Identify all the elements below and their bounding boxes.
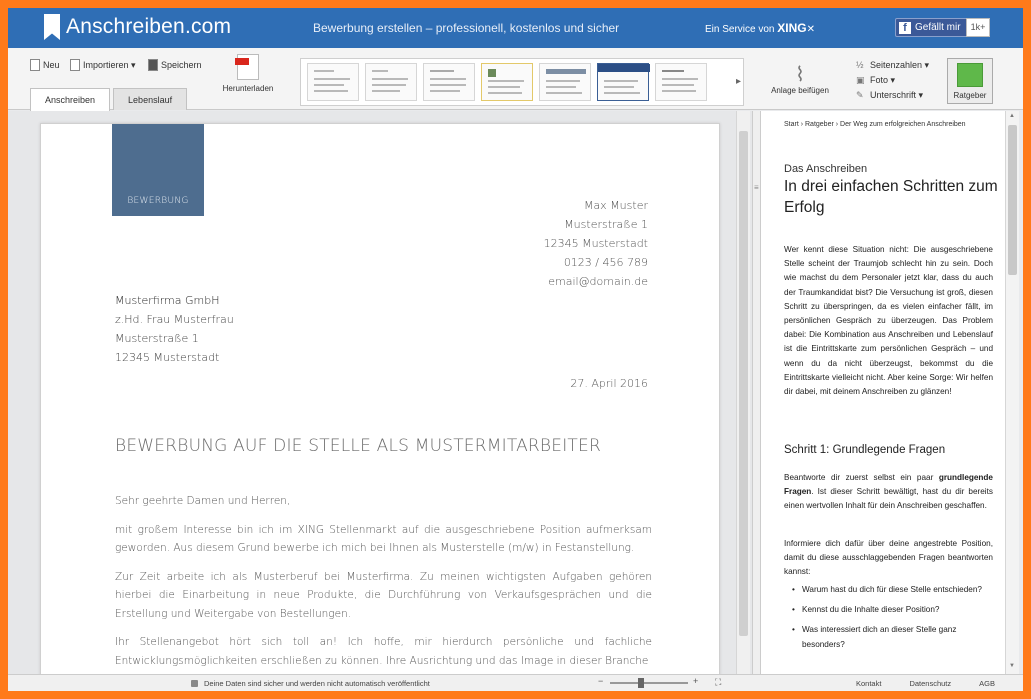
fullscreen-icon[interactable]: ⛶ xyxy=(715,677,722,687)
download-label: Herunterladen xyxy=(222,84,274,93)
footer-link-datenschutz[interactable]: Datenschutz xyxy=(909,679,952,688)
sender-city: 12345 Musterstadt xyxy=(543,237,648,250)
import-label: Importieren xyxy=(83,60,129,70)
template-thumbnail[interactable] xyxy=(655,63,707,101)
letter-date[interactable]: 27. April 2016 xyxy=(570,377,648,390)
privacy-text: Deine Daten sind sicher und werden nicht automatisch veröffentlicht xyxy=(204,679,430,688)
sender-phone: 0123 / 456 789 xyxy=(563,256,648,269)
privacy-note xyxy=(191,679,430,688)
zoom-in-icon[interactable]: + xyxy=(693,676,699,686)
document-tabs xyxy=(30,88,190,111)
pen-icon: ✎ xyxy=(856,90,864,100)
step1-paragraph xyxy=(784,471,993,514)
scroll-up-icon[interactable]: ▲ xyxy=(1009,113,1015,119)
template-thumbnail[interactable] xyxy=(481,63,533,101)
letter-paragraph: Ihr Stellenangebot hört sich toll an! Ich hoffe, mir hierdurch persönliche und fachliche Entwicklungsmöglichkeiten erschließen zu können. Ihre Ausrichtung und das Image in dieser Branche xyxy=(115,636,652,667)
zoom-out-icon[interactable]: − xyxy=(598,676,604,686)
splitter-grip-icon: ≡ xyxy=(754,183,759,192)
sidebar-title: In drei einfachen Schritten zum Erfolg xyxy=(784,178,998,216)
document-scroll-thumb[interactable] xyxy=(739,131,748,636)
tab-lebenslauf[interactable]: Lebenslauf xyxy=(113,88,187,110)
letter-subject[interactable]: BEWERBUNG AUF DIE STELLE ALS MUSTERMITARBEITER xyxy=(115,436,601,456)
zoom-knob[interactable] xyxy=(638,678,644,688)
zoom-slider[interactable] xyxy=(598,678,708,688)
new-button[interactable] xyxy=(30,59,60,71)
guide-button[interactable] xyxy=(947,58,993,104)
toolbar xyxy=(8,48,1023,110)
photo-icon: ▣ xyxy=(856,75,865,85)
step1-heading: Schritt 1: Grundlegende Fragen xyxy=(784,444,946,456)
letter-paragraph: mit großem Interesse bin ich im XING Stellenmarkt auf die ausgeschriebene Position aufmerksam geworden. Aus diesem Grund bewerbe ich mich bei Ihnen als Musterstelle (m/w) in Festanstellung. xyxy=(115,523,652,554)
badge-label: BEWERBUNG xyxy=(127,196,189,206)
template-thumbnail[interactable] xyxy=(539,63,591,101)
page-numbers-label: Seitenzahlen xyxy=(870,60,923,70)
letter-salutation: Sehr geehrte Damen und Herren, xyxy=(115,495,291,507)
template-thumbnail[interactable] xyxy=(365,63,417,101)
xing-service-note[interactable] xyxy=(705,21,815,35)
letter-body[interactable] xyxy=(115,492,652,674)
recipient-city: 12345 Musterstadt xyxy=(115,351,220,364)
template-thumbnail[interactable] xyxy=(423,63,475,101)
top-header xyxy=(8,8,1023,48)
list-item: • Warum hast du dich für diese Stelle entschieden? xyxy=(784,583,993,597)
document-scrollbar[interactable] xyxy=(736,111,750,674)
attach-button[interactable] xyxy=(765,64,835,95)
pdf-download-icon xyxy=(237,54,259,80)
sender-name: Max Muster xyxy=(583,199,648,212)
save-label: Speichern xyxy=(161,60,202,70)
letter-paragraph: Zur Zeit arbeite ich als Musterberuf bei Musterfirma. Zu meinen wichtigsten Aufgaben gehören hierbei die Einarbeitung in neue Produkte, die Durchführung von Verkaufsgesprächen und die Erstellung und Weitergabe von Bestellungen. xyxy=(115,570,652,620)
recipient-block[interactable] xyxy=(115,291,234,367)
status-bar xyxy=(8,674,1023,691)
step1-paragraph-2: Informiere dich dafür über deine angestrebte Position, damit du diese ausschlaggebenden Fragen beantworten kannst: xyxy=(784,539,993,577)
zoom-track[interactable] xyxy=(610,682,688,684)
tab-anschreiben[interactable]: Anschreiben xyxy=(30,88,110,111)
recipient-street: Musterstraße 1 xyxy=(115,332,199,345)
breadcrumb[interactable]: Start › Ratgeber › Der Weg zum erfolgreichen Anschreiben xyxy=(784,121,966,128)
xing-icon: ✕ xyxy=(806,24,815,35)
document-area xyxy=(8,111,752,674)
recipient-company: Musterfirma GmbH xyxy=(115,294,220,307)
sidebar-kicker: Das Anschreiben xyxy=(784,163,868,175)
sender-email: email@domain.de xyxy=(548,275,648,288)
new-label: Neu xyxy=(43,60,60,70)
sidebar-intro: Wer kennt diese Situation nicht: Die ausgeschriebene Stelle scheint der Traumjob schlecht hin zu sein. Doch wie machst du dem Personaler jetzt klar, dass du auch der Traumkandidat bist? Die Versuchung ist groß, diesen Schritt zu überspringen, da es vielen einfacher fällt, im persönlichen Gespräch zu überzeugen. Das Problem dabei: Die Kombination aus Anschreiben und Lebenslauf ist die Eintrittskarte zum persönlichen Gespräch – und wenn du da nicht überzeugst, bekommst du die Eintrittskarte vielleicht nicht. Aber keine Sorge: Wir helfen dir dabei, mit deinem Anschreiben zu glänzen! xyxy=(784,245,993,397)
guide-sidebar xyxy=(761,111,1005,674)
facebook-like-button[interactable] xyxy=(895,18,968,37)
paperclip-icon: ⌇ xyxy=(795,64,805,86)
photo-label: Foto xyxy=(870,75,889,85)
guide-icon xyxy=(957,63,983,87)
gallery-next-arrow[interactable]: ▸ xyxy=(736,76,742,87)
scroll-down-icon[interactable]: ▼ xyxy=(1009,663,1015,669)
sender-street: Musterstraße 1 xyxy=(564,218,648,231)
photo-option[interactable]: ▣ Foto ▾ xyxy=(856,73,929,88)
template-thumbnail[interactable] xyxy=(597,63,649,101)
panel-splitter[interactable] xyxy=(752,111,761,674)
tagline: Bewerbung erstellen – professionell, kostenlos und sicher xyxy=(313,21,620,35)
recipient-contact: z.Hd. Frau Musterfrau xyxy=(115,313,234,326)
letter-page[interactable] xyxy=(40,123,720,674)
bewerbung-badge xyxy=(112,124,204,216)
facebook-icon: f xyxy=(899,22,911,34)
page-number-icon: ½ xyxy=(856,60,864,70)
facebook-like-count: 1k+ xyxy=(966,18,990,37)
footer-link-agb[interactable]: AGB xyxy=(979,679,995,688)
app-window xyxy=(8,8,1023,691)
question-list xyxy=(784,583,993,658)
step1-text: Beantworte dir zuerst selbst ein paar xyxy=(784,473,939,482)
page-numbers-option[interactable]: ½ Seitenzahlen ▾ xyxy=(856,58,929,73)
service-prefix: Ein Service von xyxy=(705,24,775,35)
import-icon xyxy=(70,59,80,71)
list-item: • Kennst du die Inhalte dieser Position? xyxy=(784,603,993,617)
import-button[interactable] xyxy=(70,59,136,71)
template-thumbnail[interactable] xyxy=(307,63,359,101)
footer-links xyxy=(856,679,1023,688)
list-item: • Was interessiert dich an dieser Stelle ganz besonders? xyxy=(784,623,993,651)
guide-label: Ratgeber xyxy=(953,91,987,100)
template-gallery xyxy=(300,58,744,106)
step1-text: . Ist dieser Schritt bewältigt, hast du dir bereits einen wertvollen Inhalt für dein Anschreiben geschaffen. xyxy=(784,487,993,511)
footer-link-kontakt[interactable]: Kontakt xyxy=(856,679,882,688)
save-button[interactable] xyxy=(148,59,202,71)
signature-option[interactable]: ✎ Unterschrift ▾ xyxy=(856,88,929,103)
logo-text: Anschreiben.com xyxy=(66,15,232,38)
save-icon xyxy=(148,59,158,71)
lock-icon xyxy=(191,680,198,687)
site-logo[interactable] xyxy=(44,14,231,40)
sender-block[interactable] xyxy=(544,196,648,291)
sidebar-scroll-thumb[interactable] xyxy=(1008,125,1017,275)
facebook-like-label: Gefällt mir xyxy=(915,22,961,33)
sidebar-scrollbar[interactable] xyxy=(1005,111,1019,674)
step1-bold: grundlegende Fragen xyxy=(784,473,993,497)
chevron-down-icon: ▾ xyxy=(128,59,136,70)
xing-brand: XING xyxy=(777,21,807,35)
new-document-icon xyxy=(30,59,40,71)
signature-label: Unterschrift xyxy=(870,90,917,100)
attach-label: Anlage beifügen xyxy=(771,86,829,95)
bookmark-icon xyxy=(44,14,60,40)
document-options xyxy=(856,58,929,103)
download-button[interactable] xyxy=(218,54,278,93)
